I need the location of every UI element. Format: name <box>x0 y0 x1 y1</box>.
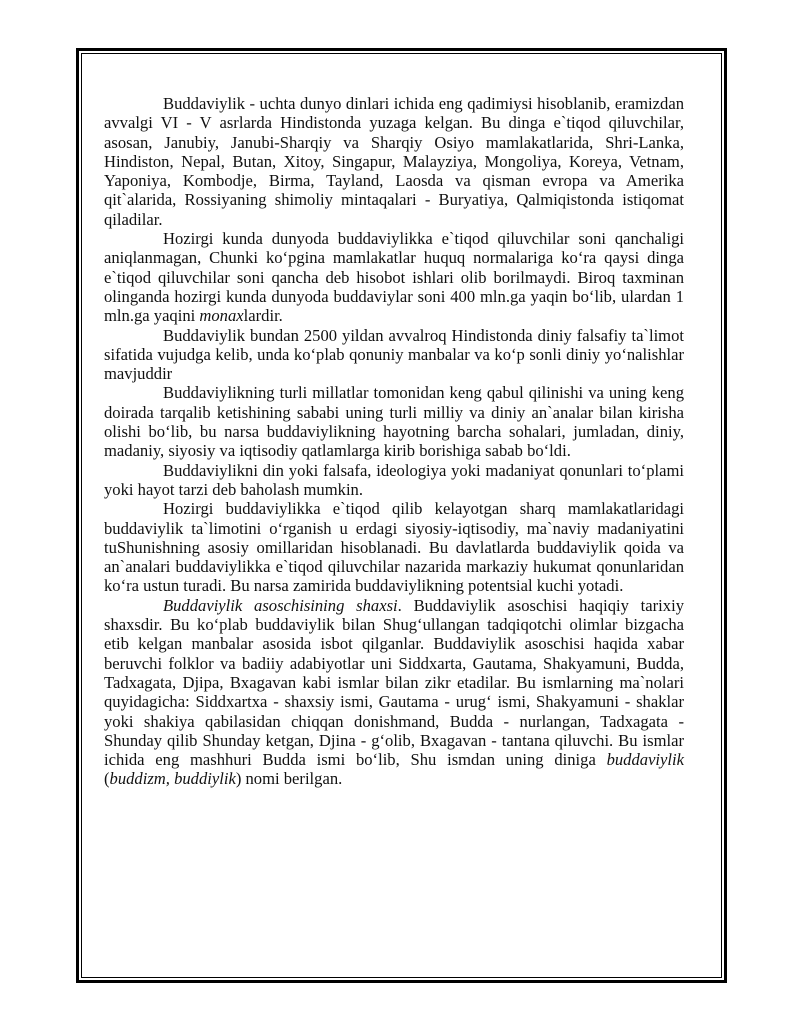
paragraph-5-text: Buddaviylikni din yoki falsafa, ideologiya yoki madaniyat qonunlari to‘plami yoki hayot tarzi deb baholash mumkin. <box>104 460 684 499</box>
section-heading-italic: Buddaviylik asoschisining shaxsi <box>163 595 398 615</box>
paragraph-4-text: Buddaviylikning turli millatlar tomonidan keng qabul qilinishi va uning keng doirada tarqalib ketishining sababi uning turli milliy va diniy an`analar bilan kirisha olishi bo‘lib, bu narsa buddaviylikning hayotning barcha sohalari, jumladan, diniy, madaniy, siyosiy va iqtisodiy qatlamlarga kirib borishiga sabab bo‘ldi. <box>104 383 684 461</box>
paragraph-6-text: Hozirgi buddaviylikka e`tiqod qilib kelayotgan sharq mamlakatlaridagi buddaviylik ta`limotini o‘rganish u erdagi siyosiy-iqtisodiy, ma`naviy madaniyatini tuShunishning asosiy omillaridan hisoblanadi. Bu davlatlarda buddaviylik qoida va an`analari buddaviylikka e`tiqod qiluvchilar nazarida markaziy hukumat qonunlaridan ko‘ra ustun turadi. Bu narsa zamirida buddaviylikning potentsial kuchi yotadi. <box>104 499 684 596</box>
paragraph-2 <box>104 229 684 325</box>
paragraph-7-text: . Buddaviylik asoschisi haqiqiy tarixiy shaxsdir. Bu ko‘plab buddaviylik bilan Shug‘ullangan tadqiqotchi olimlar bizgacha etib kelgan manbalar asosida isbot qilganlar. Buddaviylik asoschisi haqida xabar beruvchi folklor va badiiy adabiyotlar uni Siddxarta, Gautama, Shakyamuni, Budda, Tadxagata, Djipa, Bxagavan kabi ismlar bilan zikr etadilar. Bu ismlarning ma`nolari quyidagicha: Siddxartxa - shaxsiy ismi, Gautama - urug‘ ismi, Shakyamuni - shaklar yoki shakiya qabilasidan chiqqan donishmand, Budda - nurlangan, Tadxagata - Shunday qilib Shunday ketgan, Djina - g‘olib, Bxagavan - tantana qiluvchi. Bu ismlar ichida eng mashhuri Budda ismi bo‘lib, Shu ismdan uning diniga <box>104 595 684 770</box>
paragraph-7-end: ) nomi berilgan. <box>235 769 343 789</box>
paragraph-2-italic-term: monax <box>199 306 244 326</box>
paragraph-4 <box>104 383 684 460</box>
paragraph-2-end: lardir. <box>243 306 283 326</box>
paragraph-1 <box>104 94 684 229</box>
paragraph-7-paren: ( <box>104 769 110 789</box>
paragraph-3-text: Buddaviylik bundan 2500 yildan avvalroq Hindistonda diniy falsafiy ta`limot sifatida vujudga kelib, unda ko‘plab qonuniy manbalar va ko‘p sonli diniy yo‘nalishlar mavjuddir <box>104 325 684 384</box>
paragraph-6 <box>104 499 684 595</box>
document-body <box>104 94 684 789</box>
paragraph-2-text: Hozirgi kunda dunyoda buddaviylikka e`tiqod qiluvchilar soni qanchaligi aniqlanmagan, Chunki ko‘pgina mamlakatlar huquq normalariga ko‘ra qaysi dinga e`tiqod qiluvchilar soni qancha deb hisobot ishlari olib borilmaydi. Biroq taxminan olinganda hozirgi kunda dunyoda buddaviylar soni 400 mln.ga yaqin bo‘lib, ulardan 1 mln.ga yaqini <box>104 229 684 326</box>
paragraph-7-italic-term: buddaviylik <box>606 750 684 770</box>
paragraph-1-text: Buddaviylik - uchta dunyo dinlari ichida eng qadimiysi hisoblanib, eramizdan avvalgi VI - V asrlarda Hindistonda yuzaga kelgan. Bu dinga e`tiqod qiluvchilar, asosan, Janubiy, Janubi-Sharqiy va Sharqiy Osiyo mamlakatlarida, Shri-Lanka, Hindiston, Nepal, Butan, Xitoy, Singapur, Malayziya, Mongoliya, Koreya, Vetnam, Yaponiya, Kombodje, Birma, Tayland, Laosda va qisman evropa va Amerika qit`alarida, Rossiyaning shimoliy mintaqalari - Buryatiya, Qalmiqistonda istiqomat qiladilar. <box>104 94 684 229</box>
paragraph-5 <box>104 461 684 500</box>
paragraph-7-italic-terms: buddizm, buddiylik <box>109 769 236 789</box>
paragraph-3 <box>104 326 684 384</box>
paragraph-7 <box>104 596 684 789</box>
